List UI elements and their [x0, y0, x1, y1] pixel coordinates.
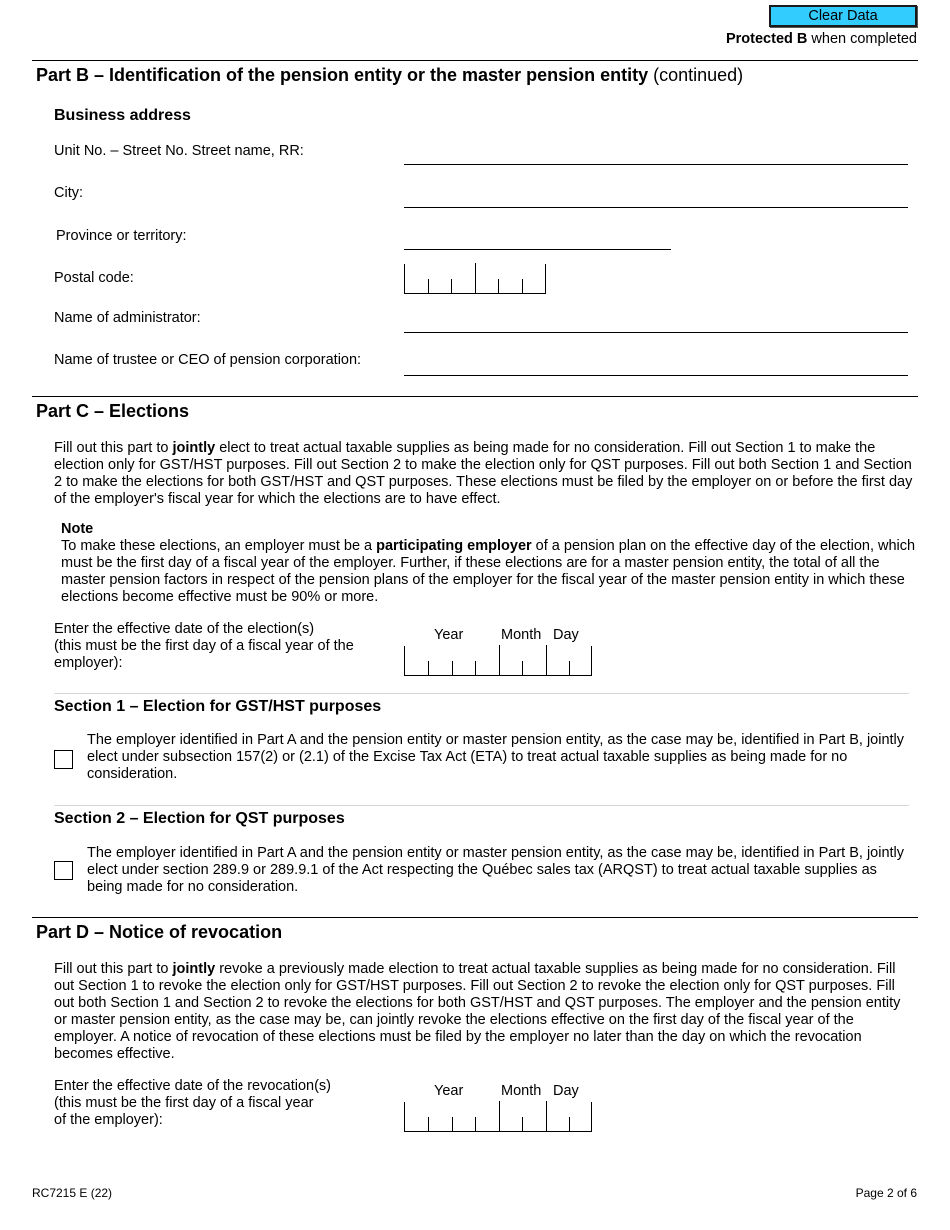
section-1-text: The employer identified in Part A and the pension entity or master pension entity, as the case may be, identified in Part B, jointly elect under subsection 157(2) or (2.1) of the Excise Tax Act (ETA) to treat actual taxable supplies as being made for no consideration. [87, 732, 905, 782]
comb-tick [452, 1117, 453, 1131]
part-b-title: Part B – Identification of the pension entity or the master pension entity (continued) [36, 65, 744, 85]
administrator-input[interactable] [404, 311, 908, 333]
section-2-checkbox[interactable] [54, 861, 73, 880]
date-year-header: Year [434, 627, 464, 643]
part-b-top-rule [32, 60, 918, 61]
date-day-header: Day [553, 627, 579, 643]
comb-tick [499, 645, 500, 675]
comb-tick [428, 661, 429, 675]
revocation-date-label: Enter the effective date of the revocation(s) (this must be the first day of a fiscal year of the employer): [54, 1078, 332, 1128]
revocation-date-input[interactable] [404, 1102, 592, 1132]
section-2-title: Section 2 – Election for QST purposes [54, 810, 345, 827]
part-c-top-rule [32, 396, 918, 397]
trustee-input[interactable] [404, 354, 908, 376]
section-2-text: The employer identified in Part A and the pension entity or master pension entity, as the case may be, identified in Part B, jointly elect under section 289.9 or 289.9.1 of the Act respecting the Québec sales tax (ARQST) to treat actual taxable supplies as being made for no consideration. [87, 845, 905, 895]
comb-tick [451, 279, 452, 293]
postal-code-comb[interactable] [404, 264, 546, 294]
comb-tick [452, 661, 453, 675]
part-c-title: Part C – Elections [36, 401, 190, 421]
part-d-title: Part D – Notice of revocation [36, 922, 283, 942]
part-c-intro: Fill out this part to jointly elect to treat actual taxable supplies as being made for no consideration. Fill out Section 1 to make the election only for GST/HST purposes. Fill out Section 2 to make the election only for QST purposes. Fill out both Section 1 and Section 2 to make the elections for both GST/HST and QST purposes. These elections must be filed by the employer on or before the first day of the employer's fiscal year for which the elections are to have effect. [54, 440, 913, 507]
comb-tick [499, 1101, 500, 1131]
page-number: Page 2 of 6 [855, 1186, 917, 1200]
comb-tick [475, 1117, 476, 1131]
part-d-top-rule [32, 917, 918, 918]
comb-tick [522, 279, 523, 293]
note-heading: Note [61, 521, 94, 537]
section-1-divider [54, 693, 909, 694]
form-identifier: RC7215 E (22) [32, 1186, 113, 1200]
postal-code-label: Postal code: [54, 270, 134, 286]
revocation-year-header: Year [434, 1083, 464, 1099]
province-input[interactable] [404, 228, 671, 250]
province-label: Province or territory: [56, 228, 187, 244]
comb-tick [428, 1117, 429, 1131]
section-1-checkbox[interactable] [54, 750, 73, 769]
comb-tick [475, 661, 476, 675]
comb-tick [546, 645, 547, 675]
revocation-day-header: Day [553, 1083, 579, 1099]
business-address-heading: Business address [54, 107, 191, 124]
comb-tick [569, 1117, 570, 1131]
comb-tick [428, 279, 429, 293]
comb-tick [522, 661, 523, 675]
part-d-intro: Fill out this part to jointly revoke a previously made election to treat actual taxable supplies as being made for no consideration. Fill out Section 1 to revoke the election only for GST/HST purposes. Fill out Section 2 to revoke the election only for QST purposes. Fill out both Section 1 and Section 2 to revoke the elections for both GST/HST and QST purposes. The employer and the pension entity or master pension entity, as the case may be, can jointly revoke the elections effective on the first day of the fiscal year of the employer. A notice of revocation of these elections must be filed by the employer no later than the day on which the revocation becomes effective. [54, 961, 901, 1062]
clear-data-button[interactable]: Clear Data [769, 5, 917, 27]
administrator-label: Name of administrator: [54, 310, 201, 326]
comb-tick [569, 661, 570, 675]
revocation-month-header: Month [501, 1083, 542, 1099]
election-date-label: Enter the effective date of the election(s) (this must be the first day of a fiscal year of the employer): [54, 621, 354, 671]
protected-b-notice: Protected B when completed [725, 31, 917, 47]
date-month-header: Month [501, 627, 542, 643]
comb-tick [475, 263, 476, 293]
section-2-divider [54, 805, 909, 806]
note-text: To make these elections, an employer must be a participating employer of a pension plan on the effective day of the election, which must be the first day of a fiscal year of the employer. Further, if these elections are for a master pension entity, the total of all the master pension factors in respect of the pension plans of the employer for the fiscal year of the master pension entity in which these elections become effective must be 90% or more. [61, 538, 916, 605]
street-label: Unit No. – Street No. Street name, RR: [54, 143, 304, 159]
street-address-input[interactable] [404, 143, 908, 165]
city-input[interactable] [404, 186, 908, 208]
comb-tick [498, 279, 499, 293]
comb-tick [522, 1117, 523, 1131]
comb-tick [546, 1101, 547, 1131]
trustee-label: Name of trustee or CEO of pension corporation: [54, 352, 362, 368]
city-label: City: [54, 185, 83, 201]
election-date-input[interactable] [404, 646, 592, 676]
section-1-title: Section 1 – Election for GST/HST purposes [54, 698, 382, 715]
